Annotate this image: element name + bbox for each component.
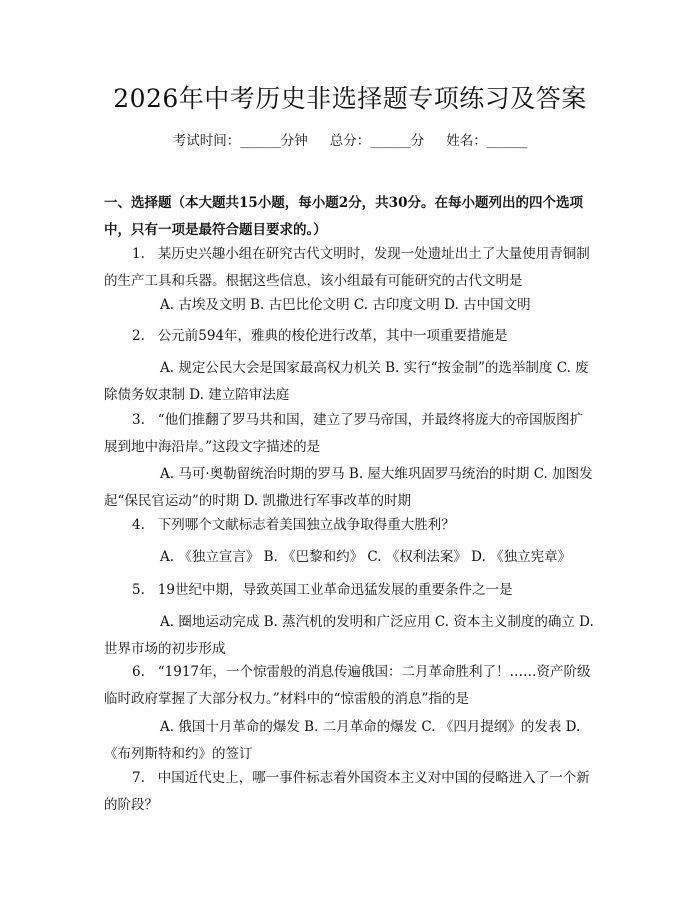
question-4 <box>104 512 596 539</box>
question-3 <box>104 407 596 461</box>
question-5 <box>104 577 596 604</box>
question-2 <box>104 323 596 350</box>
question-3-options: A. 马可·奥勒留统治时期的罗马 B. 屋大维巩固罗马统治的时期 C. 加图发起“保民官运动”的时期 D. 凯撒进行军事改革的时期 <box>104 466 593 509</box>
exam-info-line <box>0 131 700 151</box>
total-score-field: 总分：______分 <box>329 133 425 149</box>
question-4-options: A. 《独立宣言》 B. 《巴黎和约》 C. 《权利法案》 D. 《独立宪章》 <box>160 549 572 565</box>
question-2-options: A. 规定公民大会是国家最高权力机关 B. 实行“按金制”的选举制度 C. 废除债务奴隶制 D. 建立陪审法庭 <box>104 360 589 403</box>
question-stem: 下列哪个文献标志着美国独立战争取得重大胜利？ <box>157 517 455 533</box>
question-stem: “他们推翻了罗马共和国，建立了罗马帝国，并最终将庞大的帝国版图扩展到地中海沿岸。”这段文字描述的是 <box>104 412 584 455</box>
page-title: 2026年中考历史非选择题专项练习及答案 <box>113 84 587 113</box>
question-6-options: A. 俄国十月革命的爆发 B. 二月革命的爆发 C. 《四月提纲》的发表 D. 《布列斯特和约》的签订 <box>104 719 581 762</box>
student-name-field: 姓名：______ <box>446 133 528 149</box>
question-6 <box>104 659 596 713</box>
question-number: 4. <box>132 517 145 533</box>
question-number: 1. <box>132 246 145 262</box>
question-number: 3. <box>132 412 145 428</box>
question-stem: 公元前594年，雅典的梭伦进行改革，其中一项重要措施是 <box>157 328 508 344</box>
section-heading: 一、选择题（本大题共15小题，每小题2分，共30分。在每小题列出的四个选项中，只有一项是最符合题目要求的。） <box>104 195 583 238</box>
question-number: 7. <box>132 770 145 786</box>
question-1 <box>104 241 596 295</box>
question-number: 6. <box>132 664 145 680</box>
question-stem: “1917年，一个惊雷般的消息传遍俄国：二月革命胜利了！……资产阶级临时政府掌握了大部分权力。”材料中的“惊雷般的消息”指的是 <box>104 664 591 707</box>
question-stem: 19世纪中期，导致英国工业革命迅猛发展的重要条件之一是 <box>157 582 513 598</box>
question-stem: 中国近代史上，哪一事件标志着外国资本主义对中国的侵略进入了一个新的阶段？ <box>104 770 590 813</box>
question-7 <box>104 765 596 819</box>
question-1-options: A. 古埃及文明 B. 古巴比伦文明 C. 古印度文明 D. 古中国文明 <box>160 297 531 313</box>
question-number: 2. <box>132 328 145 344</box>
question-stem: 某历史兴趣小组在研究古代文明时，发现一处遗址出土了大量使用青铜制的生产工具和兵器。根据这些信息，该小组最有可能研究的古代文明是 <box>104 246 590 289</box>
question-number: 5. <box>132 582 145 598</box>
question-5-options: A. 圈地运动完成 B. 蒸汽机的发明和广泛应用 C. 资本主义制度的确立 D. 世界市场的初步形成 <box>104 614 594 657</box>
exam-time-field: 考试时间：______分钟 <box>172 133 308 149</box>
